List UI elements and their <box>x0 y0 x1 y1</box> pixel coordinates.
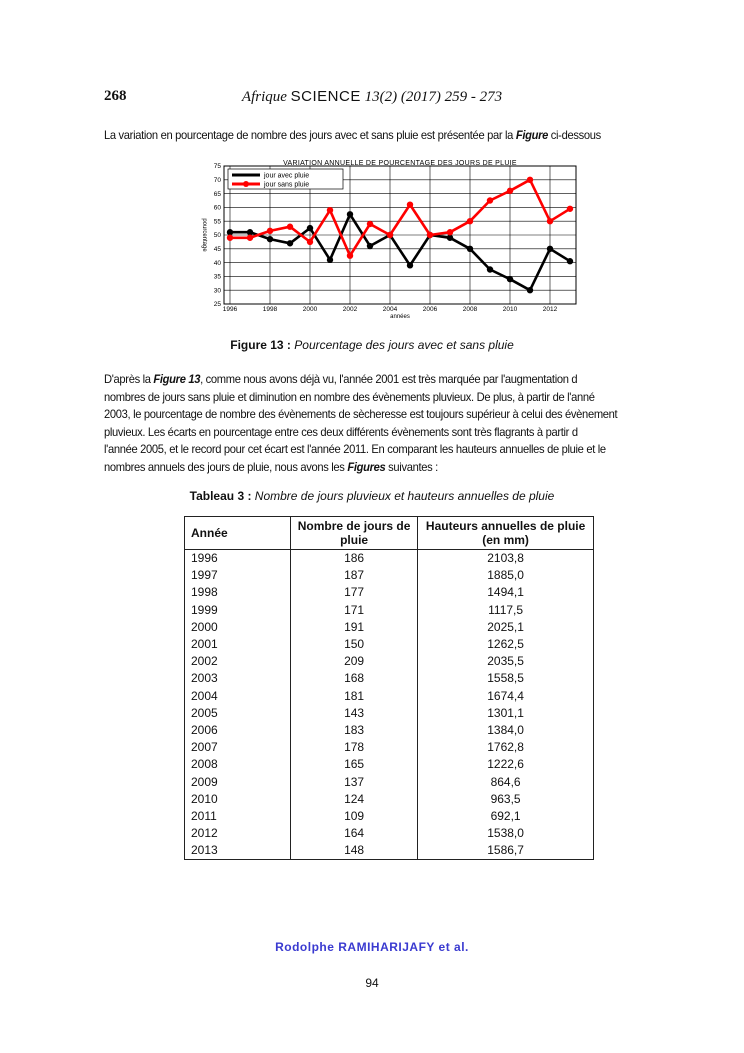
cell-nombre-jours: 137 <box>291 773 418 790</box>
table-header-row <box>185 517 594 550</box>
x-tick-label: 2012 <box>542 306 558 313</box>
cell-nombre-jours: 209 <box>291 653 418 670</box>
cell-nombre-jours: 124 <box>291 791 418 808</box>
paragraph-figures-ref: Figures <box>347 459 386 474</box>
paragraph-line-1 <box>104 371 630 389</box>
table-row <box>185 584 594 601</box>
y-tick-label: 35 <box>213 273 221 281</box>
y-tick-label: 75 <box>213 163 221 171</box>
table-row <box>185 688 594 705</box>
cell-hauteur: 1586,7 <box>418 842 594 860</box>
x-tick-label: 2010 <box>502 306 518 313</box>
cell-hauteur: 1538,0 <box>418 825 594 842</box>
figure-13-caption-text: Pourcentage des jours avec et sans pluie <box>294 338 514 352</box>
intro-paragraph <box>104 127 630 145</box>
cell-nombre-jours: 168 <box>291 670 418 687</box>
cell-hauteur: 1762,8 <box>418 739 594 756</box>
table-row <box>185 602 594 619</box>
cell-hauteur: 1222,6 <box>418 756 594 773</box>
y-axis-ticks <box>214 163 222 308</box>
cell-annee: 2004 <box>185 688 291 705</box>
cell-annee: 2007 <box>185 739 291 756</box>
data-point <box>267 228 273 234</box>
cell-nombre-jours: 150 <box>291 636 418 653</box>
cell-nombre-jours: 183 <box>291 722 418 739</box>
cell-hauteur: 2025,1 <box>418 619 594 636</box>
table-row <box>185 825 594 842</box>
data-point <box>567 258 573 264</box>
cell-nombre-jours: 191 <box>291 619 418 636</box>
journal-volume: 13(2) (2017) 259 - 273 <box>364 89 503 105</box>
table-row <box>185 722 594 739</box>
journal-name-italic: Afrique <box>241 89 287 105</box>
table-row <box>185 773 594 790</box>
cell-nombre-jours: 165 <box>291 756 418 773</box>
x-axis-label: années <box>390 314 410 320</box>
cell-annee: 1999 <box>185 602 291 619</box>
cell-annee: 2012 <box>185 825 291 842</box>
legend-label-avec: jour avec pluie <box>264 172 310 180</box>
cell-annee: 2002 <box>185 653 291 670</box>
data-point <box>407 201 413 207</box>
data-point <box>307 239 313 245</box>
cell-hauteur: 1494,1 <box>418 584 594 601</box>
cell-nombre-jours: 186 <box>291 550 418 568</box>
x-tick-label: 2002 <box>342 306 358 313</box>
table-row <box>185 670 594 687</box>
data-point <box>547 218 553 224</box>
cell-annee: 2011 <box>185 808 291 825</box>
cell-hauteur: 1117,5 <box>418 602 594 619</box>
y-tick-label: 55 <box>213 218 221 226</box>
data-point <box>287 224 293 230</box>
paragraph-line-4: pluvieux. Les écarts en pourcentage entre ces deux différents évènements sont très flagrants à partir d <box>104 424 578 439</box>
table-row <box>185 739 594 756</box>
cell-annee: 1997 <box>185 567 291 584</box>
paragraph-figure-ref: Figure 13 <box>153 372 201 386</box>
data-point <box>327 207 333 213</box>
intro-text-before: La variation en pourcentage de nombre des jours avec et sans pluie est présentée par la <box>104 128 516 142</box>
cell-nombre-jours: 109 <box>291 808 418 825</box>
x-tick-label: 2006 <box>422 306 438 313</box>
author-credit: Rodolphe RAMIHARIJAFY et al. <box>275 940 469 954</box>
chart-title: VARIATION ANNUELLE DE POURCENTAGE DES JOURS DE PLUIE <box>283 160 517 167</box>
legend-label-sans: jour sans pluie <box>264 181 310 189</box>
data-point <box>507 188 513 194</box>
cell-hauteur: 1262,5 <box>418 636 594 653</box>
x-tick-label: 1998 <box>262 306 278 313</box>
legend-marker-sans <box>243 181 249 187</box>
data-point <box>267 236 273 242</box>
table-row <box>185 705 594 722</box>
cell-annee: 2010 <box>185 791 291 808</box>
cell-hauteur: 692,1 <box>418 808 594 825</box>
table-body <box>185 550 594 860</box>
x-tick-label: 2008 <box>462 306 478 313</box>
cell-annee: 1998 <box>185 584 291 601</box>
figure-13-caption <box>0 338 744 352</box>
cell-annee: 2013 <box>185 842 291 860</box>
chart-legend <box>228 169 343 189</box>
table-3-caption <box>0 489 744 503</box>
y-tick-label: 30 <box>213 287 221 295</box>
paragraph-line-1-a: D'après la <box>104 372 154 386</box>
cell-hauteur: 2035,5 <box>418 653 594 670</box>
data-point <box>487 266 493 272</box>
header-hauteurs: Hauteurs annuelles de pluie (en mm) <box>418 517 594 550</box>
data-point <box>227 229 233 235</box>
cell-hauteur: 1301,1 <box>418 705 594 722</box>
data-point <box>407 262 413 268</box>
data-point <box>247 229 253 235</box>
cell-nombre-jours: 178 <box>291 739 418 756</box>
cell-annee: 2008 <box>185 756 291 773</box>
cell-nombre-jours: 143 <box>291 705 418 722</box>
table-row <box>185 636 594 653</box>
body-paragraph <box>104 371 630 476</box>
x-axis-ticks <box>223 306 558 313</box>
chart-svg <box>196 158 580 320</box>
journal-header <box>0 88 744 106</box>
paragraph-line-6-a: nombres annuels des jours de pluie, nous avons les <box>104 459 348 474</box>
data-point <box>527 287 533 293</box>
y-axis-label: pourcentage <box>201 218 207 252</box>
data-point <box>327 257 333 263</box>
data-point <box>347 253 353 259</box>
cell-hauteur: 864,6 <box>418 773 594 790</box>
data-point <box>307 225 313 231</box>
cell-hauteur: 1384,0 <box>418 722 594 739</box>
y-tick-label: 50 <box>213 232 221 240</box>
table-row <box>185 808 594 825</box>
data-point <box>487 197 493 203</box>
table-row <box>185 842 594 860</box>
data-point <box>367 221 373 227</box>
data-point <box>247 235 253 241</box>
paragraph-line-6-c: suivantes : <box>385 459 438 474</box>
page-number: 268 <box>104 88 127 104</box>
y-tick-label: 45 <box>213 246 221 253</box>
cell-nombre-jours: 171 <box>291 602 418 619</box>
journal-name-caps: SCIENCE <box>290 88 361 105</box>
cell-nombre-jours: 181 <box>291 688 418 705</box>
x-tick-label: 2004 <box>382 306 398 313</box>
cell-annee: 2003 <box>185 670 291 687</box>
x-tick-label: 1996 <box>222 306 238 313</box>
paragraph-line-1-c: , comme nous avons déjà vu, l'année 2001 est très marquée par l'augmentation d <box>200 372 578 386</box>
data-point <box>227 235 233 241</box>
cell-annee: 2001 <box>185 636 291 653</box>
y-tick-label: 65 <box>213 190 221 198</box>
data-point <box>467 246 473 252</box>
data-point <box>447 235 453 241</box>
data-point <box>287 240 293 246</box>
footer-page-number: 94 <box>365 976 379 990</box>
cell-annee: 2005 <box>185 705 291 722</box>
header-annee: Année <box>185 517 291 550</box>
data-point <box>507 276 513 282</box>
cell-hauteur: 1674,4 <box>418 688 594 705</box>
cell-annee: 2006 <box>185 722 291 739</box>
table-row <box>185 567 594 584</box>
cell-annee: 1996 <box>185 550 291 568</box>
data-point <box>467 218 473 224</box>
paragraph-line-3: 2003, le pourcentage de nombre des évènements de sècheresse est toujours supérieur à celui des évènement <box>104 407 618 421</box>
cell-nombre-jours: 187 <box>291 567 418 584</box>
paragraph-line-2: nombres de jours sans pluie et diminution en nombre des évènements pluvieux. De plus, à partir de l'anné <box>104 389 595 404</box>
intro-figure-ref: Figure <box>515 128 549 142</box>
cell-nombre-jours: 148 <box>291 842 418 860</box>
cell-hauteur: 1558,5 <box>418 670 594 687</box>
cell-annee: 2000 <box>185 619 291 636</box>
cell-hauteur: 1885,0 <box>418 567 594 584</box>
cell-annee: 2009 <box>185 773 291 790</box>
data-point <box>567 206 573 212</box>
table-row <box>185 619 594 636</box>
y-tick-label: 60 <box>213 204 221 212</box>
data-point <box>547 246 553 252</box>
x-tick-label: 2000 <box>302 306 318 313</box>
cell-hauteur: 963,5 <box>418 791 594 808</box>
cell-nombre-jours: 177 <box>291 584 418 601</box>
data-point <box>387 232 393 238</box>
data-point <box>367 243 373 249</box>
cell-nombre-jours: 164 <box>291 825 418 842</box>
y-tick-label: 25 <box>213 301 221 309</box>
table-3 <box>184 516 594 860</box>
table-row <box>185 550 594 568</box>
table-3-label: Tableau 3 : <box>189 489 252 503</box>
table-row <box>185 653 594 670</box>
data-point <box>347 211 353 217</box>
data-point <box>447 229 453 235</box>
figure-13-chart <box>196 158 580 320</box>
intro-text-after: ci-dessous <box>548 128 601 142</box>
table-3-caption-text: Nombre de jours pluvieux et hauteurs annuelles de pluie <box>254 489 555 503</box>
table-row <box>185 756 594 773</box>
cell-hauteur: 2103,8 <box>418 550 594 568</box>
figure-13-label: Figure 13 : <box>230 338 291 352</box>
paragraph-line-6 <box>104 459 630 477</box>
y-tick-label: 40 <box>213 259 221 267</box>
data-point <box>527 177 533 183</box>
data-point <box>427 232 433 238</box>
paragraph-line-5: l'année 2005, et le record pour cet écart est l'année 2011. En comparant les hauteurs annuelles de pluie et le <box>104 442 606 456</box>
header-nombre-jours: Nombre de jours de pluie <box>291 517 418 550</box>
y-tick-label: 70 <box>213 177 221 184</box>
table-row <box>185 791 594 808</box>
